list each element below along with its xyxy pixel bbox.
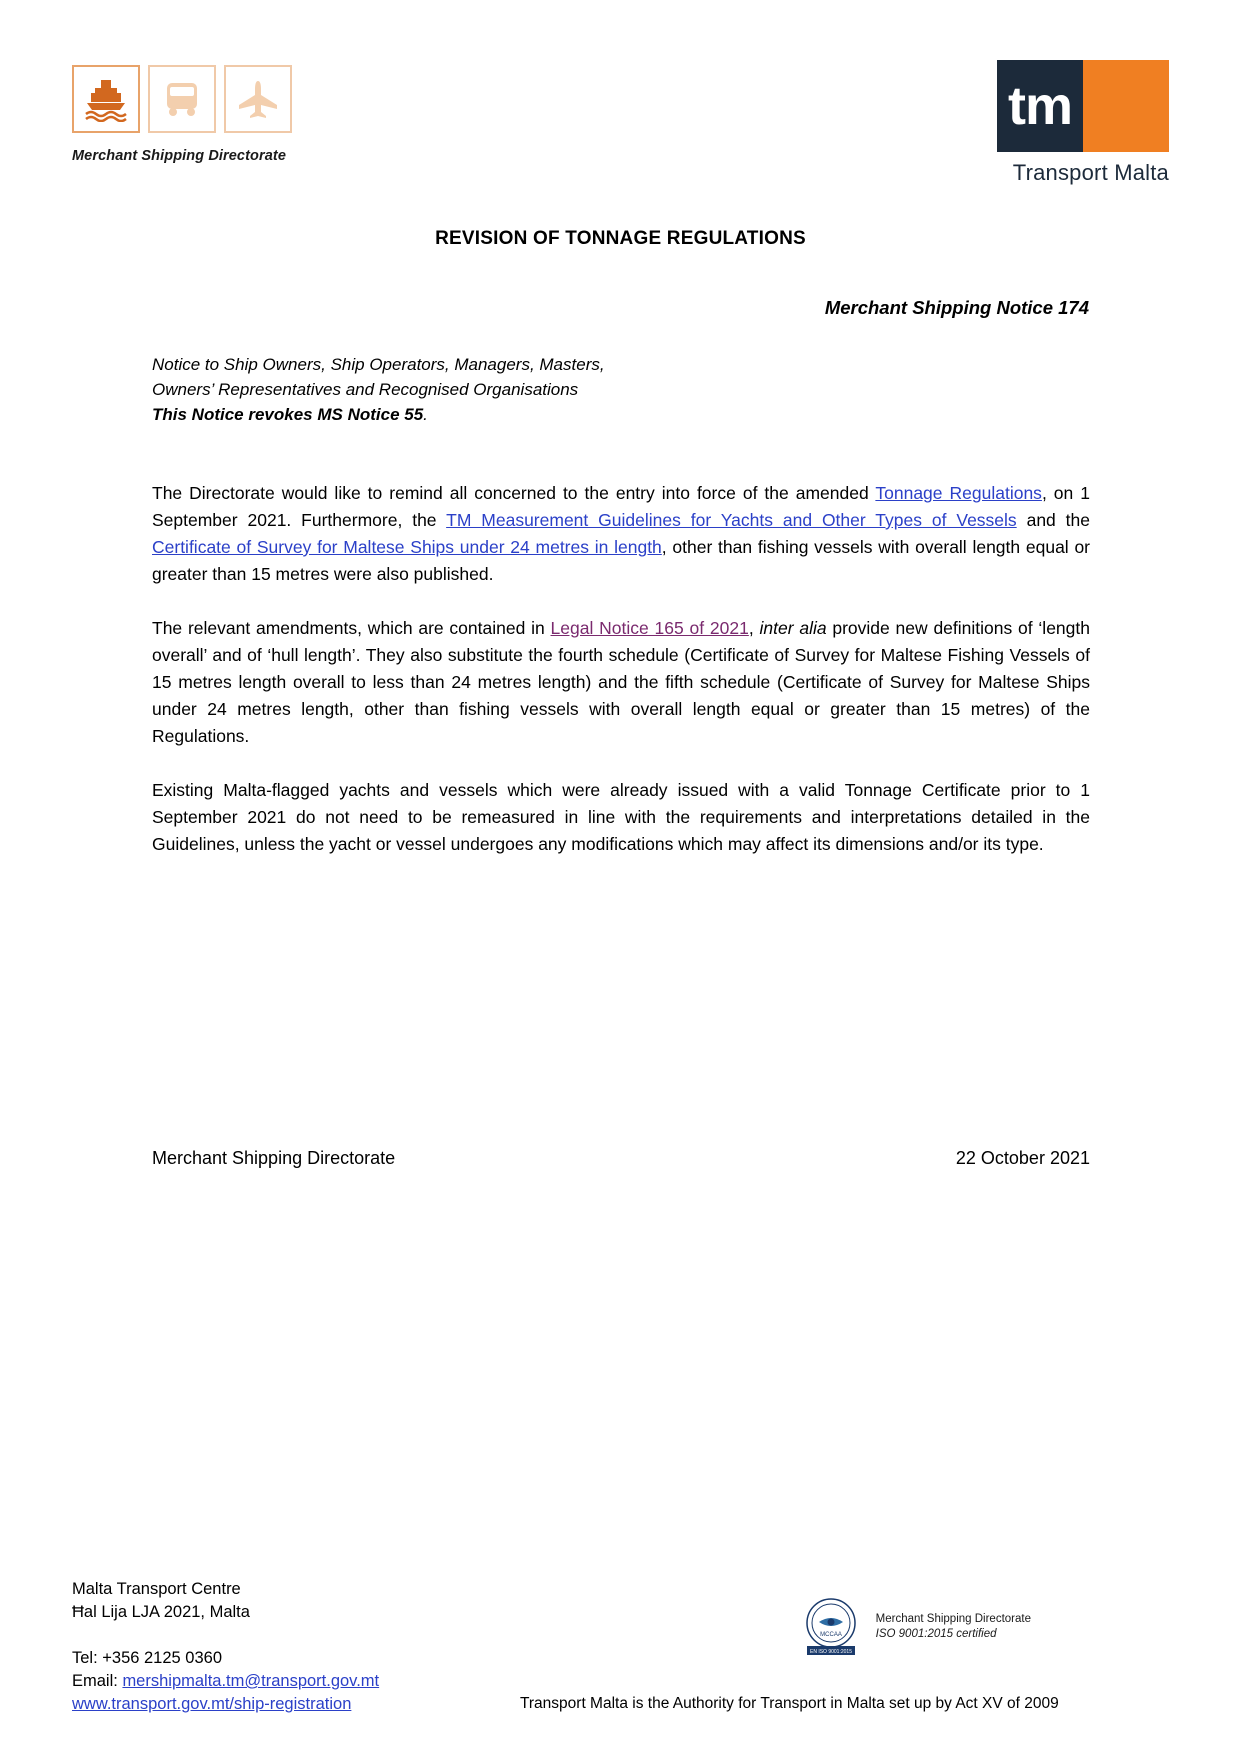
addressee-line-1: Notice to Ship Owners, Ship Operators, Managers, Masters, xyxy=(152,355,605,374)
transport-mode-icons xyxy=(72,65,292,133)
svg-text:EN ISO 9001:2015: EN ISO 9001:2015 xyxy=(809,1649,852,1655)
ship-icon xyxy=(72,65,140,133)
iso-certification-seal-icon xyxy=(796,1596,866,1658)
certification-text xyxy=(876,1612,1031,1642)
p2-text-3: provide new definitions of ‘length overall’ and of ‘hull length’. They also substitute the fourth schedule (Certificate of Survey for Maltese Fishing Vessels of 15 metres length overall to less than 24 metres length) and the fifth schedule (Certificate of Survey for Maltese Ships under 24 metres length, other than fishing vessels with overall length equal or greater than 15 metres) of the Regulations. xyxy=(152,618,1090,746)
p1-text-1: The Directorate would like to remind all concerned to the entry into force of the amended xyxy=(152,483,876,503)
footer-address-line-1: Malta Transport Centre xyxy=(72,1580,241,1598)
addressee-block xyxy=(152,352,952,427)
footer-email-link[interactable]: mershipmalta.tm@transport.gov.mt xyxy=(122,1672,380,1690)
p2-text-2: , xyxy=(748,618,760,638)
footer-contact xyxy=(72,1647,379,1716)
p3-text-1: Existing Malta-flagged yachts and vessels which were already issued with a valid Tonnage Certificate prior to 1 September 2021 do not need to be remeasured in line with the requirements and interpretations detailed in the Guidelines, unless the yacht or vessel undergoes any modifications which may affect its dimensions and/or its type. xyxy=(152,780,1090,854)
transport-malta-logo xyxy=(997,60,1169,186)
document-body xyxy=(152,480,1090,885)
airplane-icon xyxy=(224,65,292,133)
paragraph-1 xyxy=(152,480,1090,588)
p1-text-2: , on 1 September 2021. Furthermore, the xyxy=(152,483,1090,530)
footer-email-row xyxy=(72,1670,379,1693)
svg-text:MCCAA: MCCAA xyxy=(819,1632,842,1638)
addressee-line-2: Owners’ Representatives and Recognised Organisations xyxy=(152,380,579,399)
notice-number: Merchant Shipping Notice 174 xyxy=(824,297,1089,318)
footer-address-line-2: Ħal Lija LJA 2021, Malta xyxy=(72,1603,250,1621)
directorate-label: Merchant Shipping Directorate xyxy=(72,148,286,164)
paragraph-3 xyxy=(152,777,1090,858)
signature-date: 22 October 2021 xyxy=(955,1148,1090,1168)
signature-row xyxy=(152,1148,1090,1169)
tm-logo-text: tm xyxy=(997,60,1083,152)
footer-telephone: Tel: +356 2125 0360 xyxy=(72,1649,223,1667)
p1-text-4: , other than fishing vessels with overall length equal or greater than 15 metres were also published. xyxy=(152,537,1091,584)
certification-block xyxy=(796,1596,1031,1658)
p1-text-3: and the xyxy=(1016,510,1091,530)
revokes-text: This Notice revokes MS Notice 55 xyxy=(152,405,424,424)
revokes-period: . xyxy=(423,405,428,424)
page-title: REVISION OF TONNAGE REGULATIONS xyxy=(435,228,806,249)
tm-logo-orange-block xyxy=(1083,60,1169,152)
footer-authority-note: Transport Malta is the Authority for Transport in Malta set up by Act XV of 2009 xyxy=(520,1695,1059,1712)
bus-icon xyxy=(148,65,216,133)
footer-website-row xyxy=(72,1693,379,1716)
certification-line-1: Merchant Shipping Directorate xyxy=(875,1613,1031,1625)
p2-text-1: The relevant amendments, which are contained in xyxy=(152,618,551,638)
tm-logo-mark xyxy=(997,60,1169,152)
signature-issuer: Merchant Shipping Directorate xyxy=(152,1148,396,1168)
certification-line-2: ISO 9001:2015 certified xyxy=(875,1628,997,1640)
revokes-line xyxy=(152,402,952,427)
paragraph-2 xyxy=(152,615,1090,750)
footer-address xyxy=(72,1578,250,1624)
link-tm-measurement-guidelines[interactable]: TM Measurement Guidelines for Yachts and Other Types of Vessels xyxy=(446,510,1017,530)
tm-logo-name: Transport Malta xyxy=(1012,160,1169,185)
link-certificate-of-survey[interactable]: Certificate of Survey for Maltese Ships under 24 metres in length xyxy=(152,537,662,557)
link-legal-notice-165[interactable]: Legal Notice 165 of 2021 xyxy=(550,618,749,638)
footer-website-link[interactable]: www.transport.gov.mt/ship-registration xyxy=(72,1695,352,1713)
document-header xyxy=(0,55,1241,205)
link-tonnage-regulations[interactable]: Tonnage Regulations xyxy=(875,483,1042,503)
p2-italic-inter-alia: inter alia xyxy=(759,618,827,638)
footer-email-label: Email: xyxy=(72,1672,123,1690)
